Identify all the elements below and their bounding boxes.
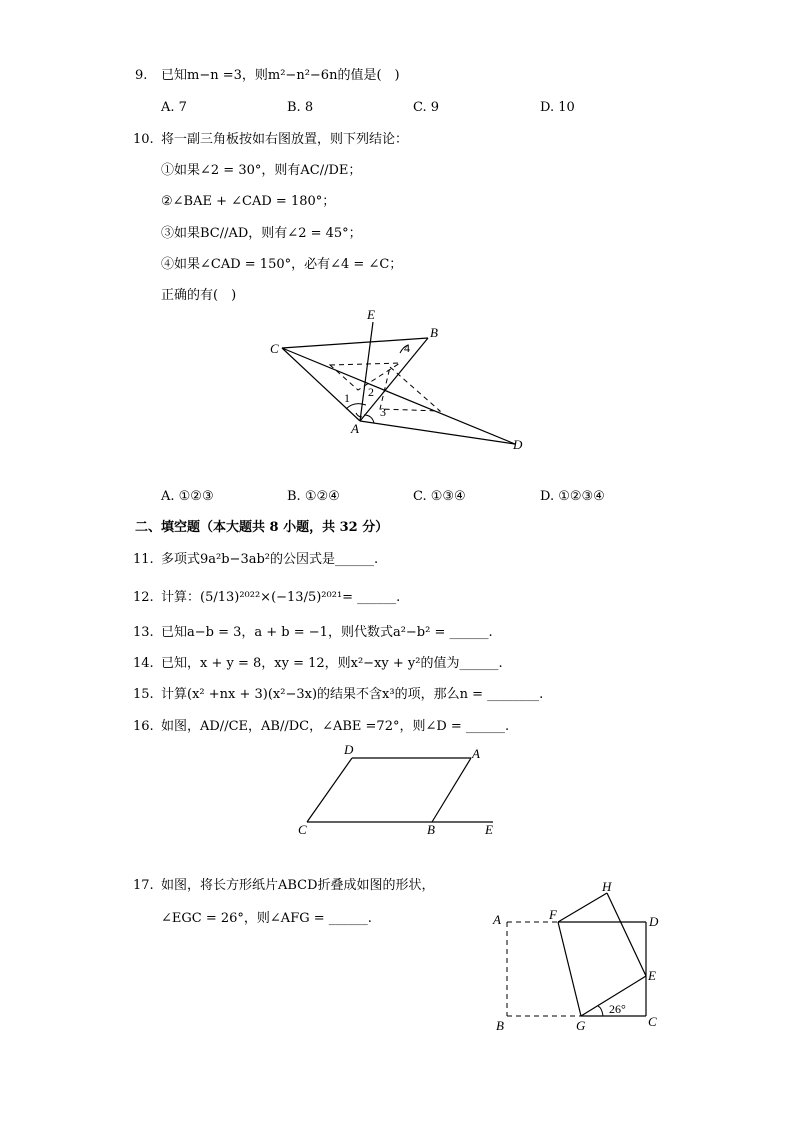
q11-number: 11. (133, 552, 154, 567)
q13-number: 13. (133, 625, 154, 640)
q10-label-A: A (351, 421, 359, 436)
q9-option-c: C. 9 (413, 100, 440, 115)
q9-option-d: D. 10 (540, 100, 575, 115)
q15-number: 15. (133, 687, 154, 702)
q16-label-B: B (427, 822, 435, 837)
q11-text: 多项式9a²b−3ab²的公因式是______. (161, 552, 379, 567)
q10-label-C: C (270, 341, 279, 356)
q10-angle-label-2: 2 (368, 385, 374, 399)
q17-label-H: H (602, 879, 612, 894)
q10-dashed-triangle-left (330, 363, 400, 390)
q9-stem: 已知m−n =3，则m²−n²−6n的值是( ) (161, 68, 400, 83)
q10-option-b: B. ①②④ (287, 489, 340, 504)
q10-prompt: 正确的有( ) (161, 288, 237, 303)
q17-angle-arc (598, 1006, 603, 1016)
q10-statement-2: ②∠BAE + ∠CAD = 180°； (161, 194, 336, 209)
q10-angle-label-4: 4 (404, 341, 410, 355)
q17-angle-label: 26° (609, 1002, 626, 1016)
q10-stem: 将一副三角板按如右图放置，则下列结论： (161, 132, 409, 147)
q10-angle-label-1: 1 (344, 391, 350, 405)
q17-figure (488, 876, 668, 1036)
q17-number: 17. (133, 878, 154, 893)
q13-text: 已知a−b = 3，a + b = −1，则代数式a²−b² = ______. (161, 625, 493, 640)
q17-label-B: B (496, 1018, 504, 1033)
q16-figure (290, 738, 510, 838)
q10-number: 10. (133, 132, 154, 147)
q17-label-D: D (649, 914, 659, 929)
q17-line-FG (558, 922, 581, 1016)
q14-number: 14. (133, 656, 154, 671)
q17-line2: ∠EGC = 26°，则∠AFG = ______. (161, 911, 372, 926)
q15-text: 计算(x² +nx + 3)(x²−3x)的结果不含x³的项，那么n = ________. (161, 687, 544, 702)
q10-figure (260, 305, 540, 460)
q10-option-a: A. ①②③ (161, 489, 214, 504)
q10-statement-1: ①如果∠2 = 30°，则有AC//DE； (161, 163, 362, 178)
q16-line-AB (432, 758, 471, 822)
q9-option-b: B. 8 (287, 100, 314, 115)
q10-line-CA (282, 348, 360, 421)
q12-number: 12. (133, 590, 154, 605)
q17-line-FH (558, 893, 607, 922)
q16-label-E: E (485, 822, 493, 837)
q17-label-A: A (493, 912, 501, 927)
q17-label-E: E (648, 968, 656, 983)
q17-line-HE (607, 893, 646, 976)
q10-line-EA (360, 322, 373, 421)
q17-label-C: C (648, 1014, 657, 1029)
q10-label-E: E (367, 307, 375, 322)
q10-option-c: C. ①③④ (413, 489, 466, 504)
q16-text: 如图，AD//CE，AB//DC，∠ABE =72°，则∠D = ______. (161, 719, 510, 734)
q9-number: 9. (135, 68, 148, 83)
q12-text: 计算：(5/13)²⁰²²×(−13/5)²⁰²¹= ______. (161, 590, 401, 605)
q10-dashed-triangle-right (380, 367, 440, 411)
q10-statement-4: ④如果∠CAD = 150°，必有∠4 = ∠C； (161, 257, 403, 272)
q10-line-AB (360, 338, 428, 421)
q10-line-AD (360, 421, 515, 444)
section2-heading: 二、填空题（本大题共 8 小题，共 32 分） (135, 520, 389, 535)
q10-statement-3: ③如果BC//AD，则有∠2 = 45°； (161, 226, 362, 241)
q9-option-a: A. 7 (161, 100, 187, 115)
q10-label-D: D (513, 437, 523, 452)
q14-text: 已知，x + y = 8，xy = 12，则x²−xy + y²的值为______. (161, 656, 503, 671)
q17-label-F: F (549, 907, 557, 922)
q17-label-G: G (576, 1018, 586, 1033)
q16-number: 16. (133, 719, 154, 734)
q17-line1: 如图，将长方形纸片ABCD折叠成如图的形状， (161, 878, 435, 893)
q16-label-A: A (472, 746, 480, 761)
q10-line-CD (282, 348, 515, 444)
q16-label-C: C (298, 822, 307, 837)
q10-angle-label-3: 3 (380, 405, 386, 419)
q10-label-B: B (430, 325, 438, 340)
q16-line-DC (307, 758, 352, 822)
q10-option-d: D. ①②③④ (540, 489, 605, 504)
q16-label-D: D (344, 742, 354, 757)
